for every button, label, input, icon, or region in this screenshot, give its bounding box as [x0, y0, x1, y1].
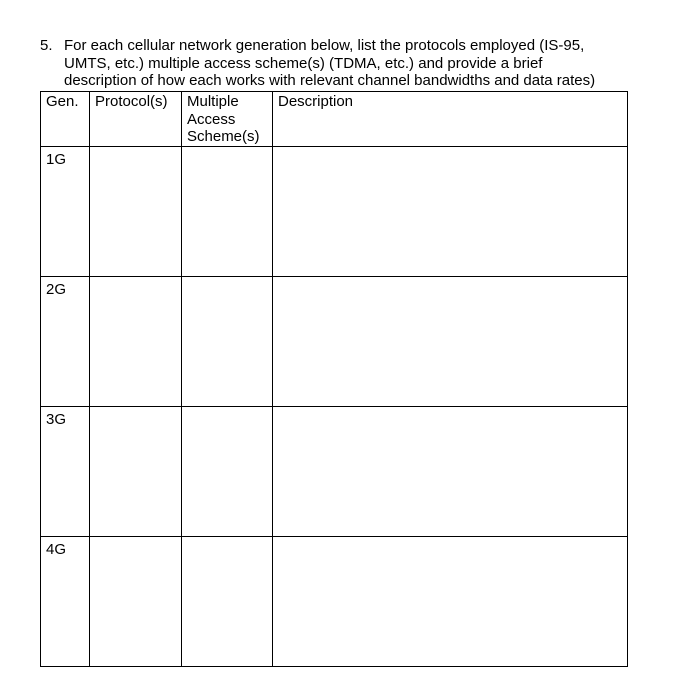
description-cell[interactable]	[273, 277, 628, 407]
table-header-row	[41, 92, 628, 147]
table-row	[41, 407, 628, 537]
gen-cell: 2G	[41, 277, 90, 407]
description-cell[interactable]	[273, 407, 628, 537]
multiple-access-cell[interactable]	[182, 277, 273, 407]
multiple-access-cell[interactable]	[182, 537, 273, 667]
table-row	[41, 277, 628, 407]
multiple-access-cell[interactable]	[182, 407, 273, 537]
question-number: 5.	[40, 37, 53, 54]
header-description: Description	[273, 92, 628, 147]
multiple-access-cell[interactable]	[182, 147, 273, 277]
description-cell[interactable]	[273, 147, 628, 277]
header-gen: Gen.	[41, 92, 90, 147]
table-row	[41, 537, 628, 667]
header-multiple-access-line: Multiple	[187, 93, 239, 110]
header-multiple-access-line: Scheme(s)	[187, 128, 260, 145]
gen-cell: 1G	[41, 147, 90, 277]
question-body	[64, 37, 640, 90]
header-protocols: Protocol(s)	[90, 92, 182, 147]
header-multiple-access	[182, 92, 273, 147]
protocols-cell[interactable]	[90, 537, 182, 667]
table-row	[41, 147, 628, 277]
gen-cell: 3G	[41, 407, 90, 537]
protocols-cell[interactable]	[90, 407, 182, 537]
protocols-cell[interactable]	[90, 277, 182, 407]
protocols-cell[interactable]	[90, 147, 182, 277]
question-line: UMTS, etc.) multiple access scheme(s) (TDMA, etc.) and provide a brief	[64, 54, 543, 72]
description-cell[interactable]	[273, 537, 628, 667]
question-text	[40, 37, 640, 90]
question-line: description of how each works with relevant channel bandwidths and data rates)	[64, 72, 596, 89]
gen-cell: 4G	[41, 537, 90, 667]
question-line: For each cellular network generation below, list the protocols employed (IS-95,	[64, 37, 585, 54]
answer-table	[40, 91, 628, 667]
header-multiple-access-line: Access	[187, 110, 236, 128]
